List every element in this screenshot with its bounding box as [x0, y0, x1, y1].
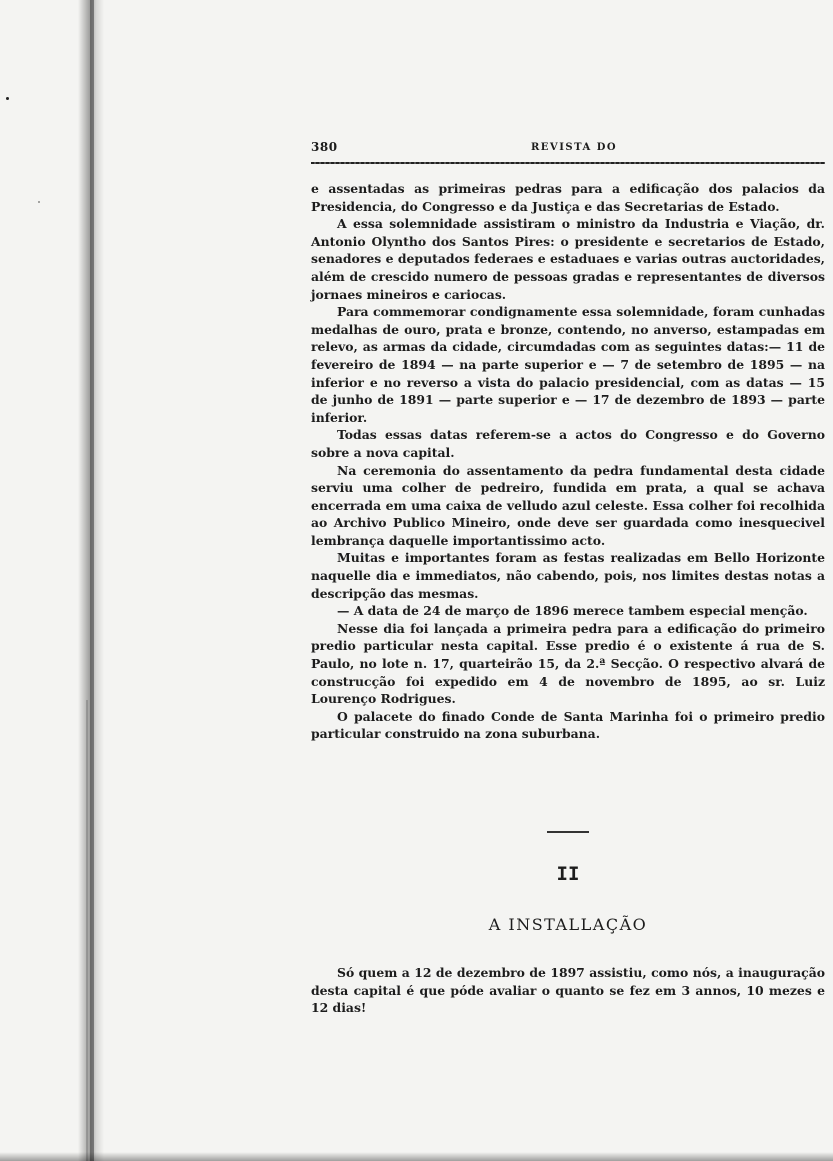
section-body-text [311, 964, 825, 1017]
document-page [311, 140, 825, 1017]
section-title: A INSTALLAÇÃO [488, 915, 648, 934]
scan-bottom-edge [0, 1152, 833, 1161]
paragraph: Nesse dia foi lançada a primeira pedra para a edificação do primeiro predio particular nesta capital. Esse predio é o existente á rua de S. Paulo, no lote n. 17, quarteirão 15, da 2.ª Secção. O respectivo alvará de construcção foi expedido em 4 de novembro de 1895, ao sr. Luiz Lourenço Rodrigues. [311, 620, 825, 707]
book-gutter-edge [90, 0, 94, 1161]
body-text [311, 180, 825, 743]
paragraph: Para commemorar condignamente essa solemnidade, foram cunhadas medalhas de ouro, prata e bronze, contendo, no anverso, estampadas em relevo, as armas da cidade, circumdadas com as seguintes datas:— 11 de fevereiro de 1894 — na parte superior e — 7 de setembro de 1895 — na inferior e no reverso a vista do palacio presidencial, com as datas — 15 de junho de 1891 — parte superior e — 17 de dezembro de 1893 — parte inferior. [311, 304, 825, 425]
paragraph: — A data de 24 de março de 1896 merece tambem especial menção. [337, 603, 808, 619]
paragraph: A essa solemnidade assistiram o ministro da Industria e Viação, dr. Antonio Olyntho dos Santos Pires: o presidente e secretarios de Estado, senadores e deputados federaes e estaduaes e varias outras auctoridades, além de crescido numero de pessoas gradas e representantes de diversos jornaes mineiros e cariocas. [311, 216, 825, 302]
header-rule [311, 162, 825, 164]
section-number: II [556, 863, 580, 885]
page-header [311, 140, 825, 160]
paragraph: Na ceremonia do assentamento da pedra fundamental desta cidade serviu uma colher de pedreiro, fundida em prata, a qual se achava encerrada em uma caixa de velludo azul celeste. Essa colher foi recolhida ao Archivo Publico Mineiro, onde deve ser guardada como inesquecivel lembrança daquelle importantissimo acto. [311, 462, 825, 548]
paragraph: O palacete do finado Conde de Santa Marinha foi o primeiro predio particular construido na zona suburbana. [311, 708, 825, 742]
page-number: 380 [311, 140, 338, 154]
section-divider [547, 831, 589, 833]
paragraph: Todas essas datas referem-se a actos do Congresso e do Governo sobre a nova capital. [311, 427, 825, 460]
book-gutter-crease [86, 700, 88, 1161]
paragraph: e assentadas as primeiras pedras para a edificação dos palacios da Presidencia, do Congresso e da Justiça e das Secretarias de Estado. [311, 181, 825, 214]
paragraph: Só quem a 12 de dezembro de 1897 assistiu, como nós, a inauguração desta capital é que póde avaliar o quanto se fez em 3 annos, 10 mezes e 12 dias! [311, 965, 825, 1016]
scan-speck [38, 201, 40, 203]
running-head: REVISTA DO [531, 142, 618, 153]
scan-speck [6, 97, 9, 100]
paragraph: Muitas e importantes foram as festas realizadas em Bello Horizonte naquelle dia e immediatos, não cabendo, pois, nos limites destas notas a descripção das mesmas. [311, 550, 825, 601]
